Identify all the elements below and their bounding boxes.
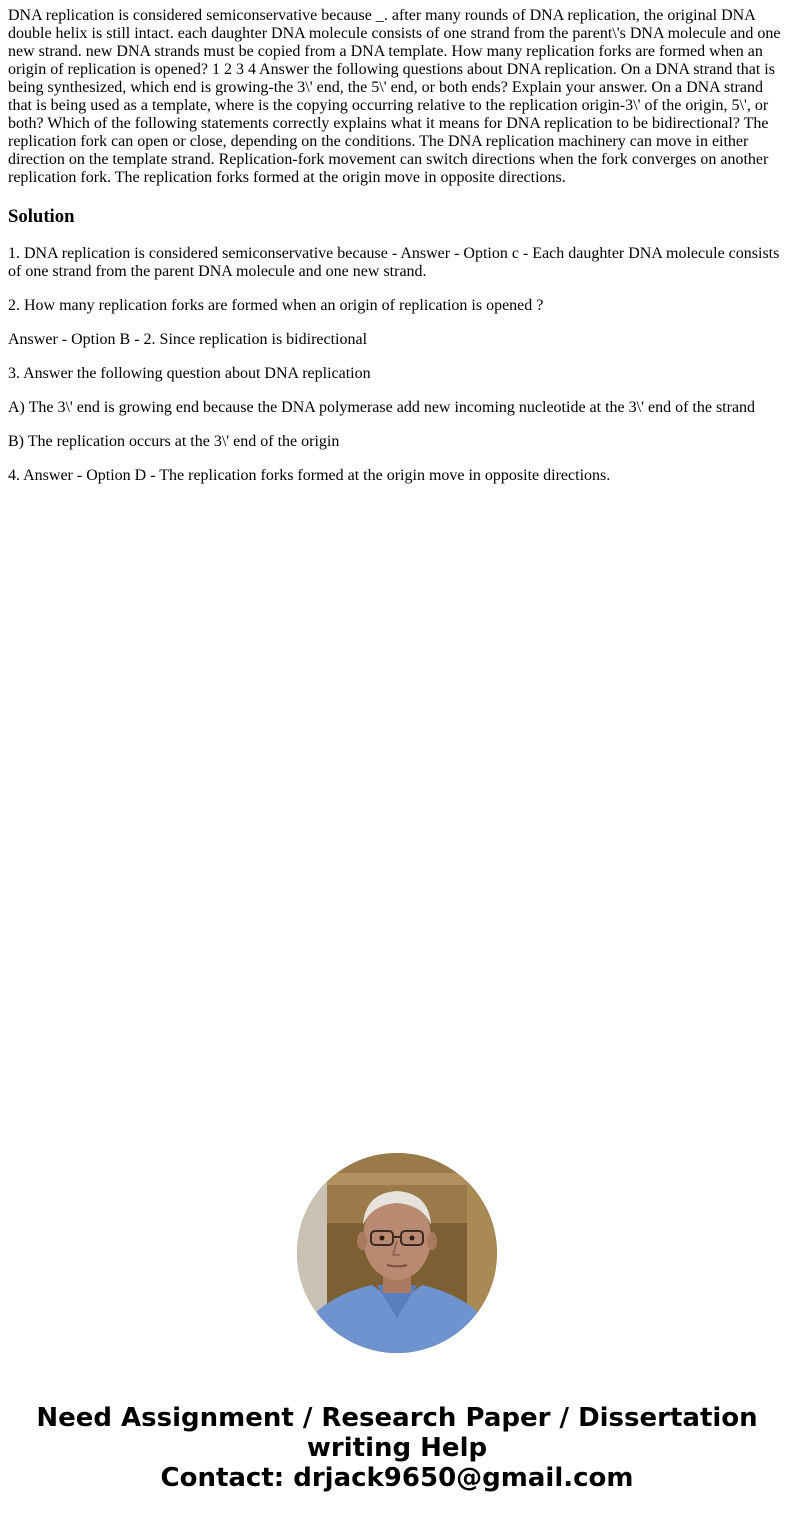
promo-contact: Contact: drjack9650@gmail.com [160,1463,634,1493]
promo-line: Need Assignment / Research Paper / Dissertation [36,1403,758,1433]
answer-paragraph: B) The replication occurs at the 3\' end of the origin [8,433,340,450]
answer-paragraph: 3. Answer the following question about DNA replication [8,365,371,382]
question-text: DNA replication is considered semiconservative because _. after many rounds of DNA replication, the original DNA double helix is still intact. each daughter DNA molecule consists of one strand from the parent\'s DNA molecule and one new strand. new DNA strands must be copied from a DNA template. How many replication forks are formed when an origin of replication is opened? 1 2 3 4 Answer the following questions about DNA replication. On a DNA strand that is being synthesized, which end is growing-the 3\' end, the 5\' end, or both ends? Explain your answer. On a DNA strand that is being used as a template, where is the copying occurring relative to the replication origin-3\' of the origin, 5\', or both? Which of the following statements correctly explains what it means for DNA replication to be bidirectional? The replication fork can open or close, depending on the conditions. The DNA replication machinery can move in either direction on the template strand. Replication-fork movement can switch directions when the fork converges on another replication fork. The replication forks formed at the origin move in opposite directions. [8,7,781,186]
person-portrait-icon [297,1153,497,1353]
promo-line: writing Help [306,1433,488,1463]
answer-paragraph: 4. Answer - Option D - The replication forks formed at the origin move in opposite directions. [8,467,611,484]
answer-paragraph: Answer - Option B - 2. Since replication is bidirectional [8,331,368,348]
answer-paragraph: 1. DNA replication is considered semiconservative because - Answer - Option c - Each daughter DNA molecule consists of one strand from the parent DNA molecule and one new strand. [8,245,780,280]
solution-heading: Solution [8,206,75,227]
page-content [8,7,786,485]
promo-banner [0,1403,794,1493]
answer-paragraph: 2. How many replication forks are formed when an origin of replication is opened ? [8,297,544,314]
avatar [297,1153,497,1353]
answer-paragraph: A) The 3\' end is growing end because the DNA polymerase add new incoming nucleotide at the 3\' end of the strand [8,399,756,416]
